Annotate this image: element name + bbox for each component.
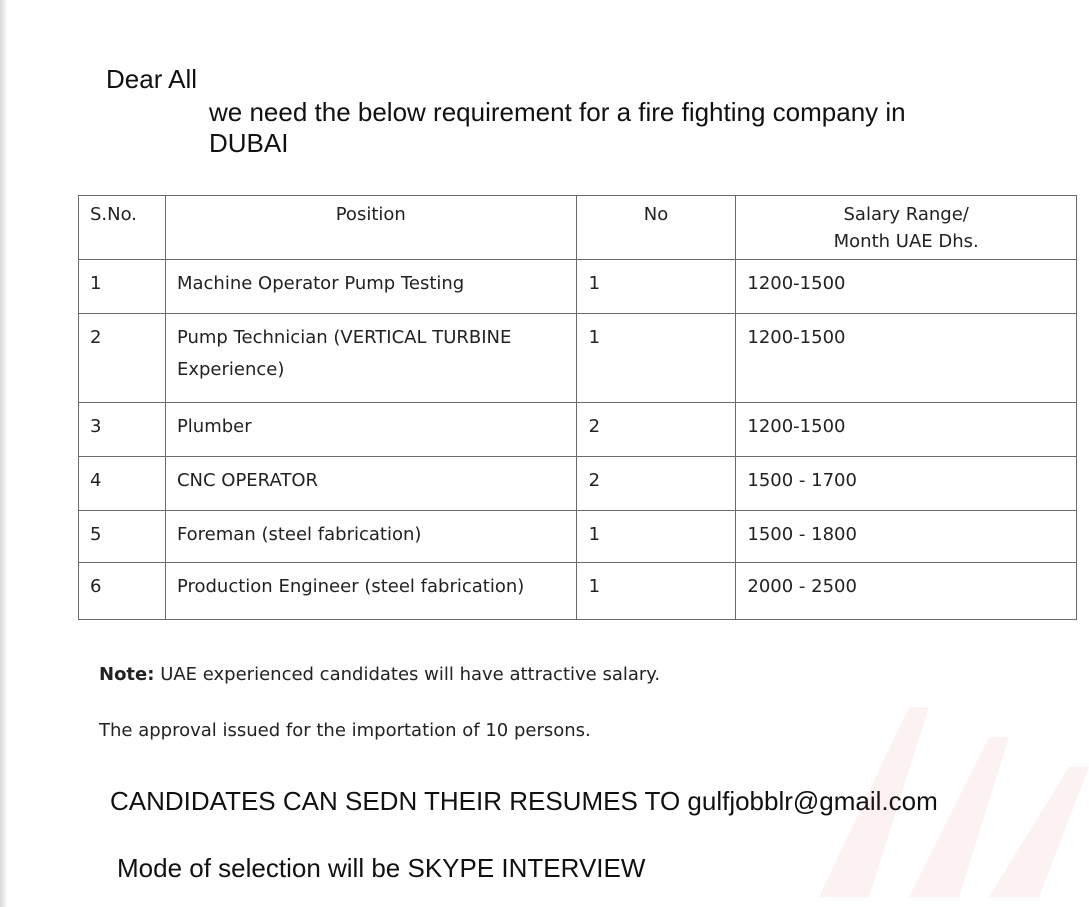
cell-sno: 5 — [79, 511, 166, 563]
selection-mode: Mode of selection will be SKYPE INTERVIEW — [117, 853, 646, 883]
cell-sno: 3 — [79, 403, 166, 457]
cell-salary: 1500 - 1800 — [736, 511, 1077, 563]
cell-position: Foreman (steel fabrication) — [165, 511, 576, 563]
header-sno: S.No. — [79, 196, 166, 260]
cell-sno: 2 — [79, 314, 166, 403]
note-line — [99, 664, 660, 685]
watermark-logo — [759, 647, 1089, 907]
header-no: No — [576, 196, 736, 260]
cell-salary: 2000 - 2500 — [736, 563, 1077, 620]
cell-sno: 6 — [79, 563, 166, 620]
requirements-table — [78, 195, 1077, 620]
cell-position: Plumber — [165, 403, 576, 457]
cell-salary: 1200-1500 — [736, 260, 1077, 314]
cell-no: 1 — [576, 511, 736, 563]
note-text: UAE experienced candidates will have attractive salary. — [160, 664, 661, 685]
note-label: Note: — [99, 664, 155, 685]
table-row — [79, 511, 1077, 563]
intro-text: we need the below requirement for a fire fighting company in DUBAI — [209, 97, 906, 158]
header-salary — [736, 196, 1077, 260]
cell-salary: 1200-1500 — [736, 314, 1077, 403]
table-row — [79, 563, 1077, 620]
header-salary-line2: Month UAE Dhs. — [833, 231, 979, 252]
cell-position: Pump Technician (VERTICAL TURBINE Experience) — [165, 314, 576, 403]
page-left-edge — [0, 0, 6, 907]
cell-sno: 1 — [79, 260, 166, 314]
cell-sno: 4 — [79, 457, 166, 511]
table-header-row — [79, 196, 1077, 260]
cell-position: CNC OPERATOR — [165, 457, 576, 511]
table-row — [79, 260, 1077, 314]
greeting: Dear All — [106, 64, 198, 94]
table-row — [79, 314, 1077, 403]
cell-position: Production Engineer (steel fabrication) — [165, 563, 576, 620]
header-salary-line1: Salary Range/ — [843, 204, 969, 225]
resume-instructions: CANDIDATES CAN SEDN THEIR RESUMES TO gulfjobblr@gmail.com — [110, 786, 938, 816]
cell-position: Machine Operator Pump Testing — [165, 260, 576, 314]
cell-no: 1 — [576, 314, 736, 403]
header-position: Position — [165, 196, 576, 260]
cell-no: 2 — [576, 457, 736, 511]
cell-salary: 1200-1500 — [736, 403, 1077, 457]
table-row — [79, 403, 1077, 457]
cell-no: 1 — [576, 563, 736, 620]
cell-salary: 1500 - 1700 — [736, 457, 1077, 511]
approval-text: The approval issued for the importation of 10 persons. — [99, 720, 591, 741]
table-row — [79, 457, 1077, 511]
cell-no: 2 — [576, 403, 736, 457]
cell-no: 1 — [576, 260, 736, 314]
